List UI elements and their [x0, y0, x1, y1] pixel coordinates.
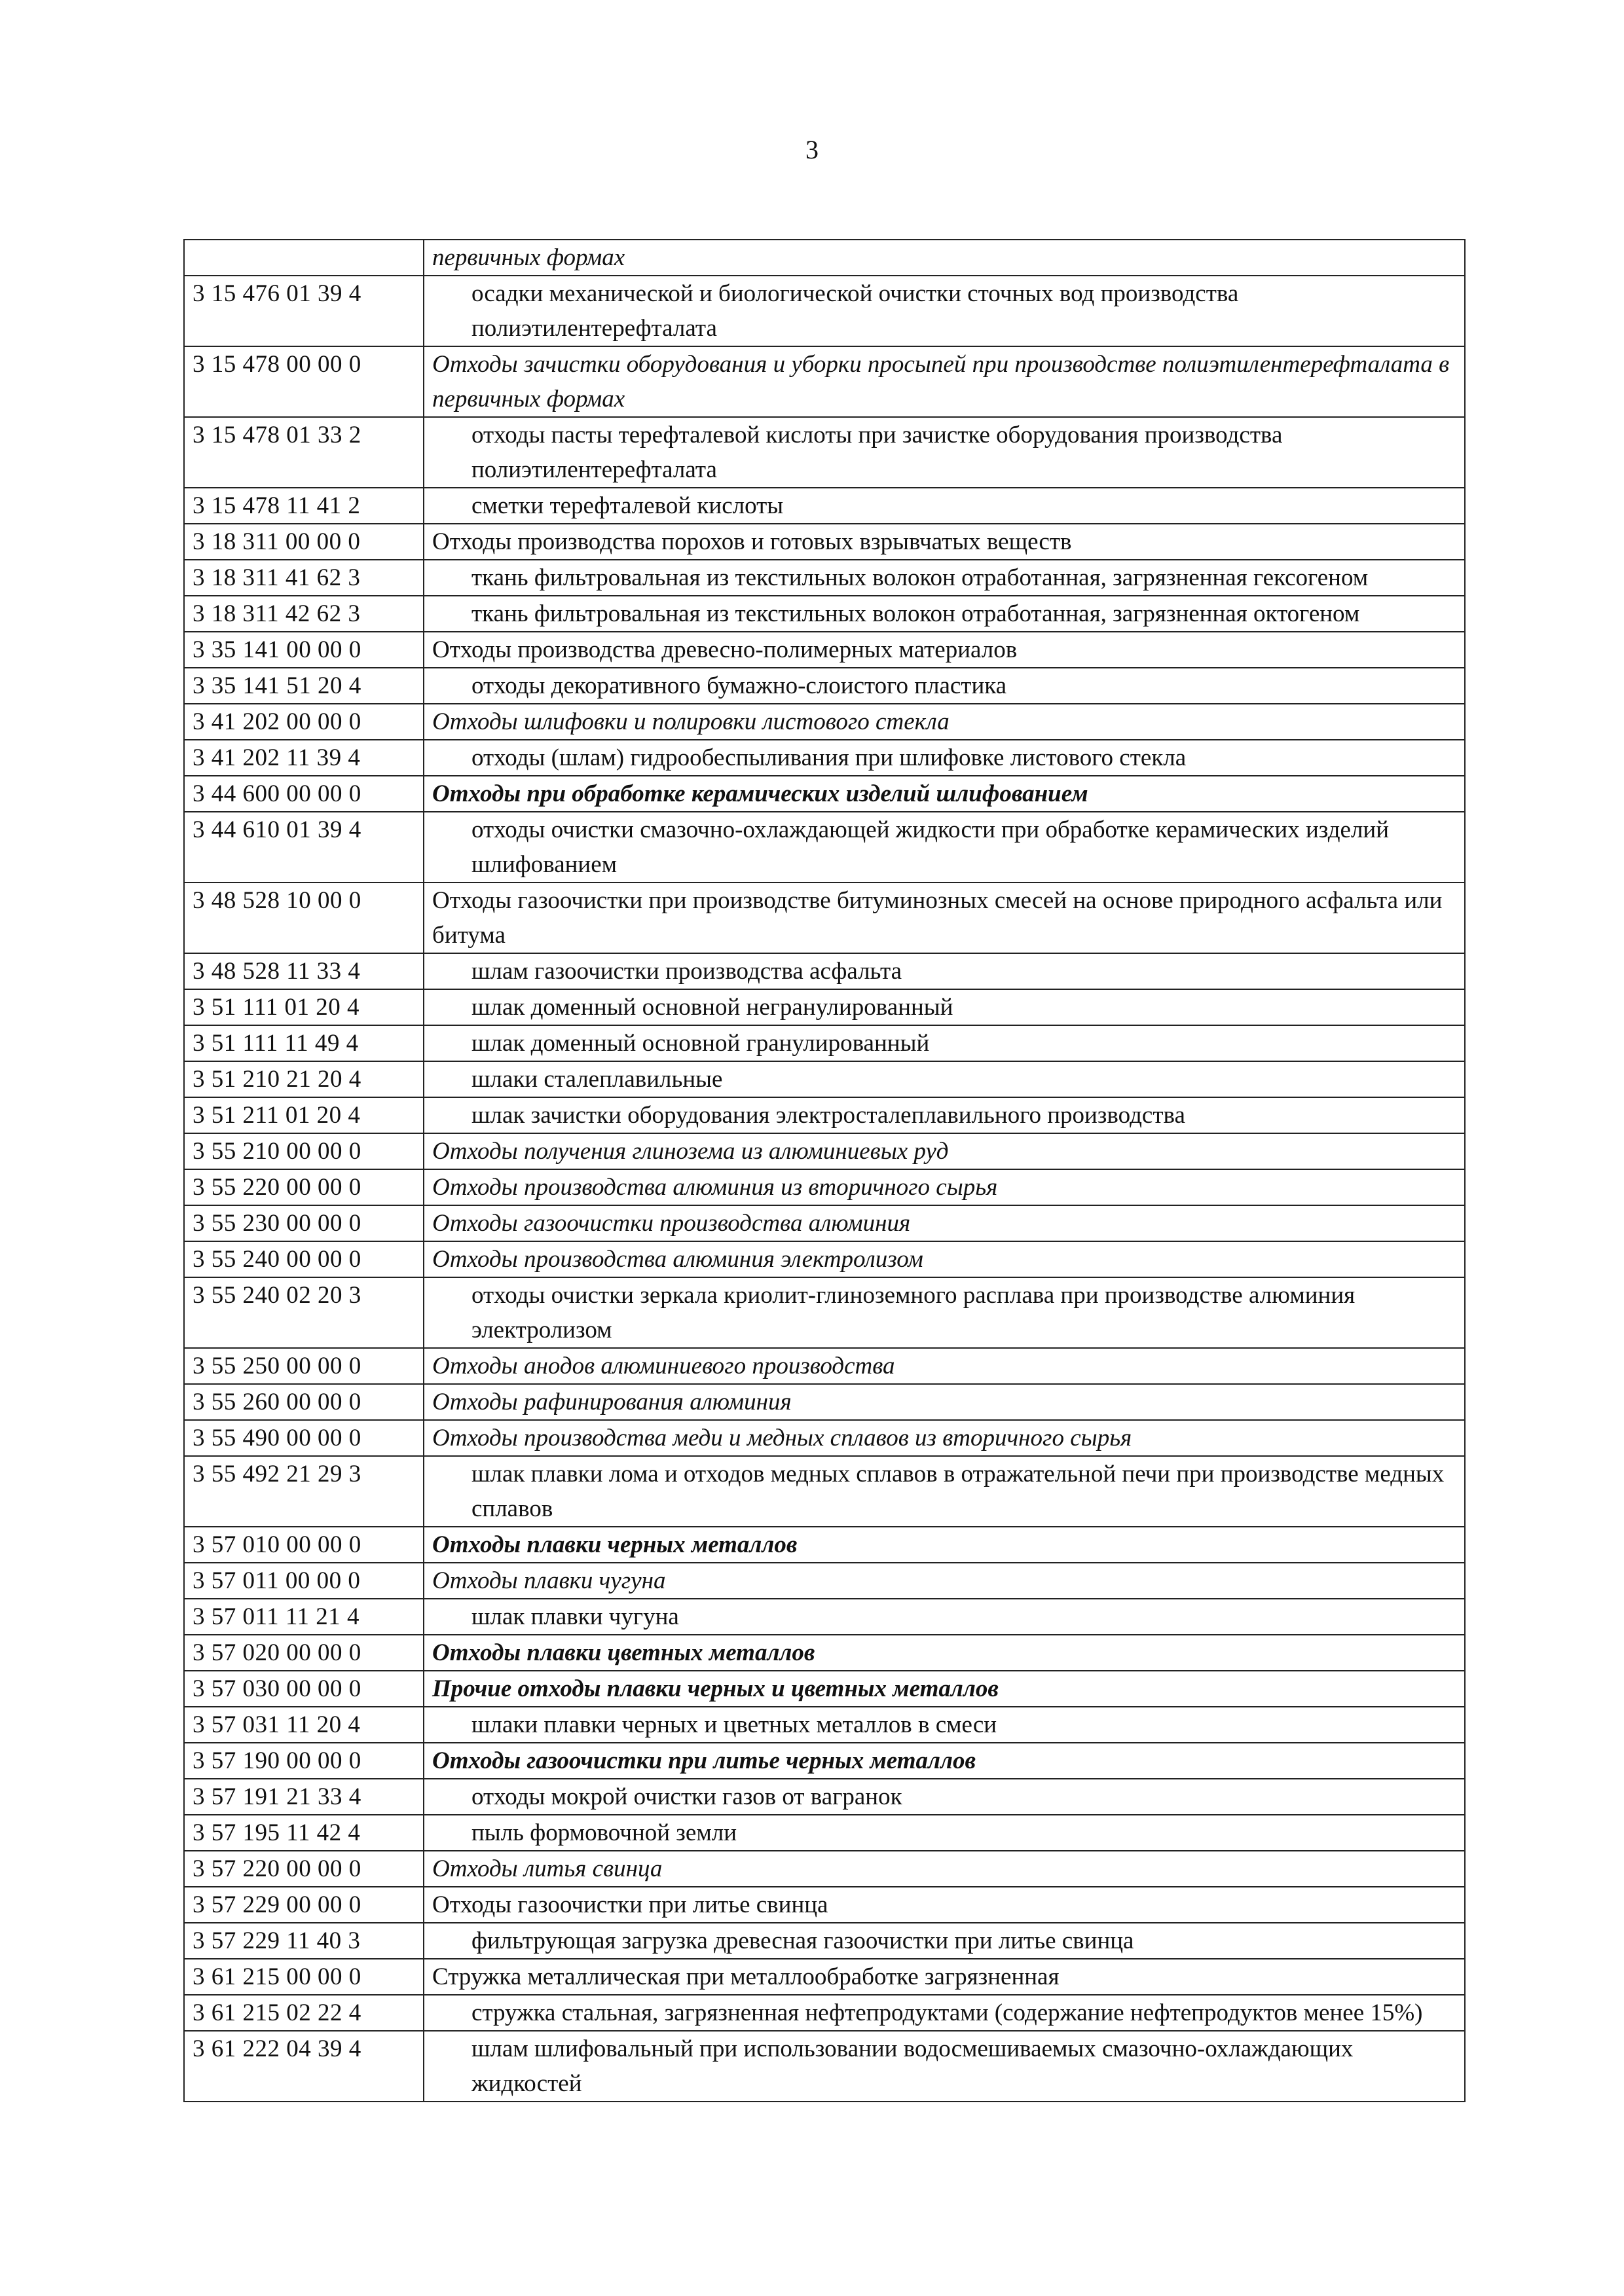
waste-description-cell: Отходы производства алюминия электролизом	[424, 1241, 1465, 1277]
waste-code-cell: 3 51 210 21 20 4	[184, 1061, 424, 1097]
table-row	[184, 776, 1465, 812]
waste-code-cell: 3 57 229 00 00 0	[184, 1887, 424, 1923]
waste-description-cell: Отходы при обработке керамических изделий шлифованием	[424, 776, 1465, 812]
waste-code-cell	[184, 240, 424, 276]
waste-code-cell: 3 35 141 51 20 4	[184, 668, 424, 704]
waste-code-cell: 3 61 215 00 00 0	[184, 1959, 424, 1995]
waste-description-cell: Отходы газоочистки производства алюминия	[424, 1205, 1465, 1241]
table-row	[184, 989, 1465, 1025]
waste-code-cell: 3 18 311 42 62 3	[184, 596, 424, 632]
table-row	[184, 1241, 1465, 1277]
table-row	[184, 1061, 1465, 1097]
waste-description-cell: Отходы рафинирования алюминия	[424, 1384, 1465, 1420]
waste-code-cell: 3 55 250 00 00 0	[184, 1348, 424, 1384]
waste-code-cell: 3 41 202 00 00 0	[184, 704, 424, 740]
table-row	[184, 812, 1465, 883]
waste-code-cell: 3 61 222 04 39 4	[184, 2031, 424, 2102]
waste-description-cell: Отходы анодов алюминиевого производства	[424, 1348, 1465, 1384]
waste-code-cell: 3 18 311 00 00 0	[184, 524, 424, 560]
waste-description-cell: Отходы получения глинозема из алюминиевых руд	[424, 1133, 1465, 1169]
table-row	[184, 1420, 1465, 1456]
waste-code-cell: 3 55 230 00 00 0	[184, 1205, 424, 1241]
waste-code-cell: 3 48 528 10 00 0	[184, 883, 424, 953]
waste-description-cell: Отходы литья свинца	[424, 1851, 1465, 1887]
table-row	[184, 668, 1465, 704]
table-row	[184, 883, 1465, 953]
waste-description-cell: Прочие отходы плавки черных и цветных металлов	[424, 1671, 1465, 1707]
waste-code-cell: 3 57 191 21 33 4	[184, 1779, 424, 1815]
waste-code-cell: 3 15 476 01 39 4	[184, 276, 424, 346]
waste-code-cell: 3 61 215 02 22 4	[184, 1995, 424, 2031]
table-row	[184, 953, 1465, 989]
waste-code-cell: 3 57 011 00 00 0	[184, 1563, 424, 1599]
waste-description-cell: отходы (шлам) гидрообеспыливания при шлифовке листового стекла	[424, 740, 1465, 776]
waste-description-cell: шлак плавки чугуна	[424, 1599, 1465, 1635]
waste-code-cell: 3 15 478 01 33 2	[184, 417, 424, 488]
waste-description-cell: отходы мокрой очистки газов от вагранок	[424, 1779, 1465, 1815]
table-row	[184, 1959, 1465, 1995]
waste-code-cell: 3 55 220 00 00 0	[184, 1169, 424, 1205]
waste-description-cell: отходы декоративного бумажно-слоистого пластика	[424, 668, 1465, 704]
waste-description-cell: отходы очистки смазочно-охлаждающей жидкости при обработке керамических изделий шлифованием	[424, 812, 1465, 883]
waste-code-cell: 3 57 190 00 00 0	[184, 1743, 424, 1779]
waste-description-cell: шлаки плавки черных и цветных металлов в смеси	[424, 1707, 1465, 1743]
table-row	[184, 1097, 1465, 1133]
table-row	[184, 560, 1465, 596]
table-row	[184, 1887, 1465, 1923]
waste-code-cell: 3 55 240 02 20 3	[184, 1277, 424, 1348]
waste-description-cell: Отходы газоочистки при литье черных металлов	[424, 1743, 1465, 1779]
table-row	[184, 1671, 1465, 1707]
waste-code-cell: 3 57 010 00 00 0	[184, 1527, 424, 1563]
waste-description-cell: Отходы плавки черных металлов	[424, 1527, 1465, 1563]
table-body	[184, 240, 1465, 2102]
waste-code-cell: 3 48 528 11 33 4	[184, 953, 424, 989]
waste-description-cell: Отходы производства алюминия из вторичного сырья	[424, 1169, 1465, 1205]
table-row	[184, 1779, 1465, 1815]
waste-description-cell: шлам газоочистки производства асфальта	[424, 953, 1465, 989]
waste-code-cell: 3 44 610 01 39 4	[184, 812, 424, 883]
waste-code-cell: 3 55 210 00 00 0	[184, 1133, 424, 1169]
table-row	[184, 1348, 1465, 1384]
waste-description-cell: шлак зачистки оборудования электросталеплавильного производства	[424, 1097, 1465, 1133]
waste-code-cell: 3 55 260 00 00 0	[184, 1384, 424, 1420]
waste-description-cell: шлак плавки лома и отходов медных сплавов в отражательной печи при производстве медных сплавов	[424, 1456, 1465, 1527]
table-row	[184, 1205, 1465, 1241]
waste-description-cell: Отходы газоочистки при литье свинца	[424, 1887, 1465, 1923]
waste-code-cell: 3 55 492 21 29 3	[184, 1456, 424, 1527]
waste-description-cell: Отходы плавки чугуна	[424, 1563, 1465, 1599]
waste-code-cell: 3 41 202 11 39 4	[184, 740, 424, 776]
waste-description-cell: ткань фильтровальная из текстильных волокон отработанная, загрязненная гексогеном	[424, 560, 1465, 596]
waste-code-cell: 3 57 020 00 00 0	[184, 1635, 424, 1671]
waste-description-cell: фильтрующая загрузка древесная газоочистки при литье свинца	[424, 1923, 1465, 1959]
table-row	[184, 632, 1465, 668]
table-row	[184, 1384, 1465, 1420]
waste-description-cell: шлам шлифовальный при использовании водосмешиваемых смазочно-охлаждающих жидкостей	[424, 2031, 1465, 2102]
waste-description-cell: отходы пасты терефталевой кислоты при зачистке оборудования производства полиэтилентерефталата	[424, 417, 1465, 488]
table-row	[184, 1527, 1465, 1563]
waste-classification-table	[183, 239, 1466, 2102]
table-row	[184, 1815, 1465, 1851]
waste-code-cell: 3 57 195 11 42 4	[184, 1815, 424, 1851]
waste-description-cell: Отходы производства порохов и готовых взрывчатых веществ	[424, 524, 1465, 560]
waste-description-cell: Отходы газоочистки при производстве битуминозных смесей на основе природного асфальта или битума	[424, 883, 1465, 953]
table-row	[184, 2031, 1465, 2102]
table-row	[184, 596, 1465, 632]
waste-code-cell: 3 55 490 00 00 0	[184, 1420, 424, 1456]
table-row	[184, 1169, 1465, 1205]
waste-description-cell: шлак доменный основной негранулированный	[424, 989, 1465, 1025]
table-row	[184, 740, 1465, 776]
table-row	[184, 1707, 1465, 1743]
waste-code-cell: 3 57 229 11 40 3	[184, 1923, 424, 1959]
waste-description-cell: шлак доменный основной гранулированный	[424, 1025, 1465, 1061]
waste-code-cell: 3 57 031 11 20 4	[184, 1707, 424, 1743]
waste-description-cell: стружка стальная, загрязненная нефтепродуктами (содержание нефтепродуктов менее 15%)	[424, 1995, 1465, 2031]
waste-description-cell: шлаки сталеплавильные	[424, 1061, 1465, 1097]
waste-description-cell: сметки терефталевой кислоты	[424, 488, 1465, 524]
table-row	[184, 704, 1465, 740]
waste-description-cell: отходы очистки зеркала криолит-глиноземного расплава при производстве алюминия электролизом	[424, 1277, 1465, 1348]
table-row	[184, 240, 1465, 276]
waste-code-cell: 3 57 011 11 21 4	[184, 1599, 424, 1635]
waste-code-cell: 3 51 211 01 20 4	[184, 1097, 424, 1133]
table-row	[184, 1599, 1465, 1635]
table-row	[184, 346, 1465, 417]
waste-code-cell: 3 51 111 11 49 4	[184, 1025, 424, 1061]
waste-code-cell: 3 15 478 00 00 0	[184, 346, 424, 417]
waste-description-cell: Отходы производства меди и медных сплавов из вторичного сырья	[424, 1420, 1465, 1456]
waste-description-cell: Отходы шлифовки и полировки листового стекла	[424, 704, 1465, 740]
waste-description-cell: Стружка металлическая при металлообработке загрязненная	[424, 1959, 1465, 1995]
table-row	[184, 1923, 1465, 1959]
table-row	[184, 417, 1465, 488]
table-row	[184, 1025, 1465, 1061]
table-row	[184, 524, 1465, 560]
waste-description-cell: первичных формах	[424, 240, 1465, 276]
table-row	[184, 488, 1465, 524]
table-row	[184, 1743, 1465, 1779]
waste-description-cell: пыль формовочной земли	[424, 1815, 1465, 1851]
waste-code-cell: 3 57 220 00 00 0	[184, 1851, 424, 1887]
table-row	[184, 1133, 1465, 1169]
table-row	[184, 1635, 1465, 1671]
waste-description-cell: Отходы производства древесно-полимерных материалов	[424, 632, 1465, 668]
waste-code-cell: 3 55 240 00 00 0	[184, 1241, 424, 1277]
waste-code-cell: 3 35 141 00 00 0	[184, 632, 424, 668]
waste-description-cell: осадки механической и биологической очистки сточных вод производства полиэтилентерефталата	[424, 276, 1465, 346]
waste-code-cell: 3 44 600 00 00 0	[184, 776, 424, 812]
waste-code-cell: 3 51 111 01 20 4	[184, 989, 424, 1025]
waste-description-cell: Отходы зачистки оборудования и уборки просыпей при производстве полиэтилентерефталата в первичных формах	[424, 346, 1465, 417]
table-row	[184, 1851, 1465, 1887]
page-number: 3	[805, 135, 819, 164]
waste-code-cell: 3 15 478 11 41 2	[184, 488, 424, 524]
table-row	[184, 1563, 1465, 1599]
waste-code-cell: 3 18 311 41 62 3	[184, 560, 424, 596]
waste-description-cell: ткань фильтровальная из текстильных волокон отработанная, загрязненная октогеном	[424, 596, 1465, 632]
table-row	[184, 1456, 1465, 1527]
table-row	[184, 1995, 1465, 2031]
waste-code-cell: 3 57 030 00 00 0	[184, 1671, 424, 1707]
table-row	[184, 276, 1465, 346]
table-row	[184, 1277, 1465, 1348]
waste-description-cell: Отходы плавки цветных металлов	[424, 1635, 1465, 1671]
